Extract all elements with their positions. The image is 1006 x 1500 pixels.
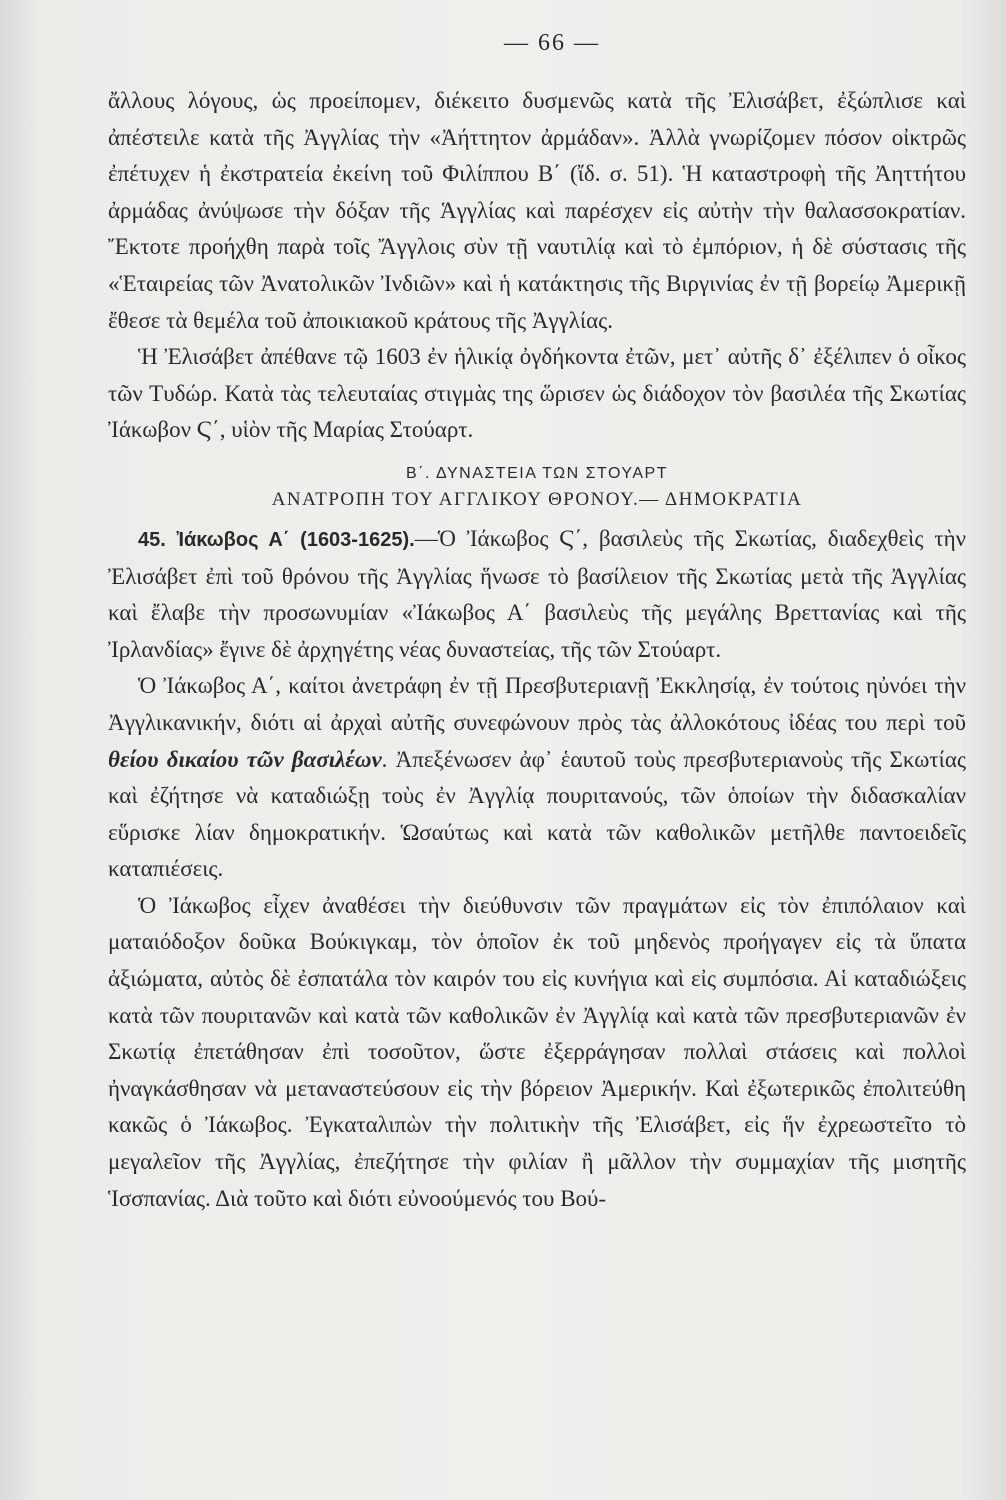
section-paragraph-1-text: —Ὁ Ἰάκωβος Ϛ΄, βασιλεὺς τῆς Σκωτίας, διαδεχθεὶς τὴν Ἐλισάβετ ἐπὶ τοῦ θρόνου τῆς Ἀγγλίας ἥνωσε τὸ βασίλειον τῆς Σκωτίας μετὰ τῆς Ἀγγλίας καὶ ἔλαβε τὴν προσωνυμίαν «Ἰάκωβος Α΄ βασιλεὺς τῆς μεγάλης Βρεττανίας καὶ τῆς Ἰρλανδίας» ἔγινε δὲ ἀρχηγέτης νέας δυναστείας, τῆς τῶν Στούαρτ.: [108, 525, 967, 662]
emphasized-phrase: θείου δικαίου τῶν βασιλέων: [108, 746, 382, 772]
section-heading: ΑΝΑΤΡΟΠΗ ΤΟΥ ΑΓΓΛΙΚΟΥ ΘΡΟΝΟΥ.— ΔΗΜΟΚΡΑΤΙΑ: [271, 488, 803, 510]
section-number-label: 45. Ἰάκωβος Α΄ (1603-1625).: [138, 528, 415, 551]
page-number: — 66 —: [504, 30, 600, 56]
section-paragraph-2-end: . Ἀπεξένωσεν ἀφ᾽ ἑαυτοῦ τοὺς πρεσβυτεριανοὺς τῆς Σκωτίας καὶ ἐζήτησε νὰ καταδιώξῃ τοὺς ἐν Ἀγγλίᾳ πουριτανούς, τῶν ὁποίων τὴν διδασκαλίαν εὕρισκε λίαν δημοκρατικήν. Ὡσαύτως καὶ κατὰ τῶν καθολικῶν μετῆλθε παντοειδεῖς καταπιέσεις.: [108, 746, 966, 882]
intro-paragraph-1: ἄλλους λόγους, ὡς προείπομεν, διέκειτο δυσμενῶς κατὰ τῆς Ἐλισάβετ, ἐξώπλισε καὶ ἀπέστειλε κατὰ τῆς Ἀγγλίας τὴν «Ἀήττητον ἀρμάδαν». Ἀλλὰ γνωρίζομεν πόσον οἰκτρῶς ἐπέτυχεν ἡ ἐκστρατεία ἐκείνη τοῦ Φιλίππου Β΄ (ἴδ. σ. 51). Ἡ καταστροφὴ τῆς Ἀηττήτου ἀρμάδας ἀνύψωσε τὴν δόξαν τῆς Ἁγγλίας καὶ παρέσχεν εἰς αὐτὴν τὴν θαλασσοκρατίαν. Ἔκτοτε προήχθη παρὰ τοῖς Ἄγγλοις σὺν τῇ ναυτιλίᾳ καὶ τὸ ἐμπόριον, ἡ δὲ σύστασις τῆς «Ἑταιρείας τῶν Ἀνατολικῶν Ἰνδιῶν» καὶ ἡ κατάκτησις τῆς Βιργινίας ἐν τῇ βορείῳ Ἀμερικῇ ἔθεσε τὰ θεμέλα τοῦ ἀποικιακοῦ κράτους τῆς Ἀγγλίας.: [108, 88, 966, 333]
section-subheading: Β΄. ΔΥΝΑΣΤΕΙΑ ΤΩΝ ΣΤΟΥΑΡΤ: [406, 464, 668, 482]
intro-paragraph-2: Ἡ Ἐλισάβετ ἀπέθανε τῷ 1603 ἐν ἡλικίᾳ ὀγδήκοντα ἐτῶν, μετ᾽ αὐτῆς δ᾽ ἐξέλιπεν ὁ οἶκος τῶν Τυδώρ. Κατὰ τὰς τελευταίας στιγμὰς της ὥρισεν ὡς διάδοχον τὸν βασιλέα τῆς Σκωτίας Ἰάκωβον Ϛ΄, υἱὸν τῆς Μαρίας Στούαρτ.: [108, 344, 966, 443]
section-paragraph-2: [108, 668, 966, 888]
section-paragraph-1: [108, 521, 966, 668]
section-paragraph-3: Ὁ Ἰάκωβος εἶχεν ἀναθέσει τὴν διεύθυνσιν τῶν πραγμάτων εἰς τὸν ἐπιπόλαιον καὶ ματαιόδοξον δοῦκα Βούκιγκαμ, τὸν ὁποῖον ἐκ τοῦ μηδενὸς προήγαγεν εἰς τὰ ὕπατα ἀξιώματα, αὐτὸς δὲ ἐσπατάλα τὸν καιρόν του εἰς κυνήγια καὶ εἰς συμπόσια. Αἱ καταδιώξεις κατὰ τῶν πουριτανῶν καὶ κατὰ τῶν καθολικῶν ἐν Ἀγγλίᾳ καὶ κατὰ τῶν πρεσβυτεριανῶν ἐν Σκωτίᾳ ἐπετάθησαν ἐπὶ τοσοῦτον, ὥστε ἐξερράγησαν πολλαὶ στάσεις καὶ πολλοὶ ἠναγκάσθησαν νὰ μεταναστεύσουν εἰς τὴν βόρειον Ἀμερικήν. Καὶ ἐξωτερικῶς ἐπολιτεύθη κακῶς ὁ Ἰάκωβος. Ἐγκαταλιπὼν τὴν πολιτικὴν τῆς Ἐλισάβετ, εἰς ἥν ἐχρεωστεῖτο τὸ μεγαλεῖον τῆς Ἀγγλίας, ἐπεζήτησε τὴν φιλίαν ἢ μᾶλλον τὴν συμμαχίαν τῆς μισητῆς Ἱσσπανίας. Διὰ τοῦτο καὶ διότι εὐνοούμενός του Βού-: [108, 892, 966, 1211]
section-paragraph-2-start: Ὁ Ἰάκωβος Α΄, καίτοι ἀνετράφη ἐν τῇ Πρεσβυτεριανῇ Ἐκκλησίᾳ, ἐν τούτοις ηὐνόει τὴν Ἀγγλικανικήν, διότι αἱ ἀρχαὶ αὐτῆς συνεφώνουν πρὸς τὰς ἀλλοκότους ἰδέας του περὶ τοῦ: [108, 673, 966, 735]
